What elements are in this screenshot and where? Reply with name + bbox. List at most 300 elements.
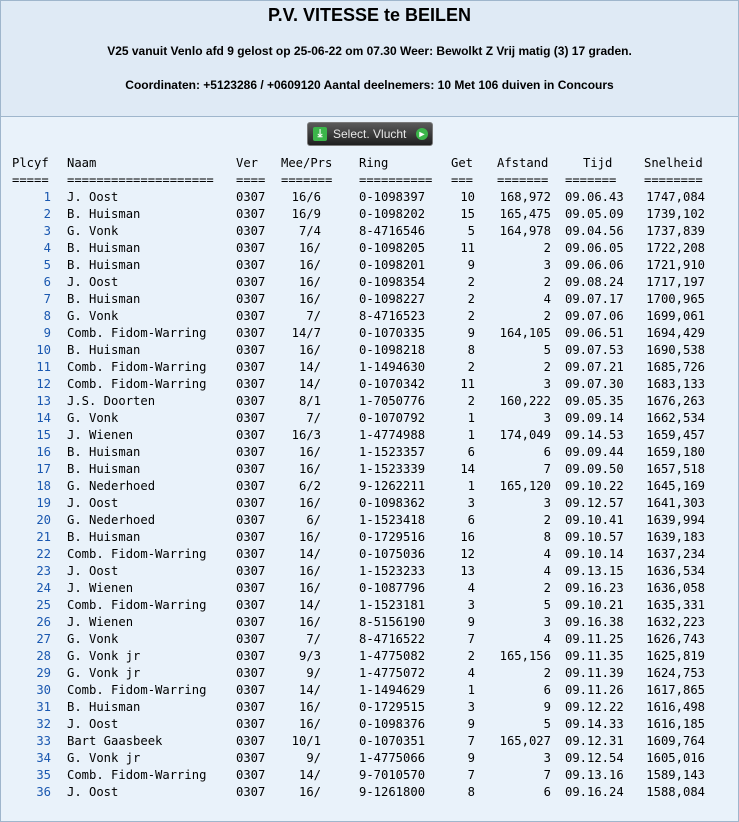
col-afstand: 4 (543, 292, 551, 306)
col-ver: 0307 (236, 615, 266, 629)
col-mee-prs: 6/2 (298, 479, 321, 493)
col-naam: B. Huisman (67, 700, 141, 714)
col-snelheid: 1721,910 (646, 258, 705, 272)
col-get: 1 (467, 411, 475, 425)
col-get: 6 (467, 445, 475, 459)
col-ring: 9-1261800 (359, 785, 426, 799)
col-mee-prs: 7/ (306, 411, 321, 425)
col-get: 9 (467, 326, 475, 340)
col-mee-prs: 14/ (298, 768, 321, 782)
column-header: Ring (359, 156, 389, 170)
col-ring: 9-7010570 (359, 768, 426, 782)
col-snelheid: 1637,234 (646, 547, 705, 561)
col-afstand: 8 (543, 530, 551, 544)
col-naam: J. Oost (67, 564, 119, 578)
col-get: 1 (467, 428, 475, 442)
col-ver: 0307 (236, 207, 266, 221)
col-afstand: 7 (543, 768, 551, 782)
col-plaats[interactable]: 22 (36, 547, 51, 561)
col-naam: Comb. Fidom-Warring (67, 326, 207, 340)
col-tijd: 09.05.09 (565, 207, 624, 221)
col-ver: 0307 (236, 360, 266, 374)
results-header (1, 1, 738, 117)
col-naam: Comb. Fidom-Warring (67, 360, 207, 374)
col-tijd: 09.14.33 (565, 717, 624, 731)
select-flight-button[interactable] (307, 122, 433, 146)
col-get: 14 (460, 462, 475, 476)
col-get: 3 (467, 700, 475, 714)
col-ver: 0307 (236, 428, 266, 442)
col-ver: 0307 (236, 326, 266, 340)
col-mee-prs: 14/ (298, 683, 321, 697)
col-ver: 0307 (236, 343, 266, 357)
col-snelheid: 1588,084 (646, 785, 705, 799)
col-snelheid: 1645,169 (646, 479, 705, 493)
col-plaats[interactable]: 7 (43, 292, 51, 306)
col-snelheid: 1625,819 (646, 649, 705, 663)
col-naam: J. Oost (67, 717, 119, 731)
col-tijd: 09.06.05 (565, 241, 624, 255)
col-ring: 0-1098201 (359, 258, 426, 272)
col-get: 4 (467, 581, 475, 595)
column-separator: ========== (359, 173, 433, 187)
col-mee-prs: 16/ (298, 275, 321, 289)
col-snelheid: 1700,965 (646, 292, 705, 306)
col-get: 2 (467, 309, 475, 323)
col-ver: 0307 (236, 717, 266, 731)
col-ver: 0307 (236, 751, 266, 765)
col-plaats[interactable]: 3 (43, 224, 51, 238)
col-naam: J.S. Doorten (67, 394, 156, 408)
column-separator: === (451, 173, 474, 187)
col-ver: 0307 (236, 700, 266, 714)
col-afstand: 2 (543, 513, 551, 527)
col-snelheid: 1676,263 (646, 394, 705, 408)
col-afstand: 165,120 (499, 479, 551, 493)
col-snelheid: 1639,183 (646, 530, 705, 544)
col-ver: 0307 (236, 462, 266, 476)
col-ring: 0-1098362 (359, 496, 426, 510)
col-afstand: 164,105 (499, 326, 551, 340)
col-afstand: 5 (543, 343, 551, 357)
col-ring: 0-1098227 (359, 292, 426, 306)
col-tijd: 09.09.14 (565, 411, 624, 425)
col-tijd: 09.16.23 (565, 581, 624, 595)
col-get: 2 (467, 394, 475, 408)
col-tijd: 09.09.50 (565, 462, 624, 476)
page-title: P.V. VITESSE te BEILEN (267, 5, 472, 25)
col-tijd: 09.05.35 (565, 394, 624, 408)
col-plaats[interactable]: 36 (36, 785, 51, 799)
col-snelheid: 1717,197 (646, 275, 705, 289)
col-get: 1 (467, 479, 475, 493)
col-get: 3 (467, 598, 475, 612)
col-snelheid: 1641,303 (646, 496, 705, 510)
col-mee-prs: 7/ (306, 632, 321, 646)
col-plaats[interactable]: 21 (36, 530, 51, 544)
col-ver: 0307 (236, 632, 266, 646)
col-ring: 1-4775082 (359, 649, 426, 663)
col-tijd: 09.10.21 (565, 598, 624, 612)
col-afstand: 168,972 (499, 190, 551, 204)
col-snelheid: 1737,839 (646, 224, 705, 238)
col-ver: 0307 (236, 666, 266, 680)
col-naam: Comb. Fidom-Warring (67, 768, 207, 782)
col-ring: 1-1494629 (359, 683, 426, 697)
col-ring: 1-1523357 (359, 445, 426, 459)
col-mee-prs: 16/ (298, 343, 321, 357)
col-ver: 0307 (236, 496, 266, 510)
col-get: 9 (467, 717, 475, 731)
col-plaats[interactable]: 31 (36, 700, 51, 714)
col-plaats[interactable]: 32 (36, 717, 51, 731)
col-ring: 0-1729516 (359, 530, 426, 544)
col-tijd: 09.07.30 (565, 377, 624, 391)
col-snelheid: 1685,726 (646, 360, 705, 374)
col-ring: 0-1070351 (359, 734, 426, 748)
col-get: 11 (460, 377, 475, 391)
col-plaats[interactable]: 10 (36, 343, 51, 357)
col-afstand: 3 (543, 615, 551, 629)
col-ver: 0307 (236, 734, 266, 748)
col-mee-prs: 16/6 (291, 190, 321, 204)
col-naam: G. Vonk (67, 309, 119, 323)
col-ver: 0307 (236, 241, 266, 255)
col-afstand: 3 (543, 377, 551, 391)
col-ring: 9-1262211 (359, 479, 426, 493)
col-get: 8 (467, 785, 475, 799)
col-naam: J. Oost (67, 496, 119, 510)
col-get: 11 (460, 241, 475, 255)
col-naam: B. Huisman (67, 530, 141, 544)
col-plaats[interactable]: 33 (36, 734, 51, 748)
col-get: 9 (467, 615, 475, 629)
col-plaats[interactable]: 30 (36, 683, 51, 697)
col-mee-prs: 14/ (298, 360, 321, 374)
col-tijd: 09.12.22 (565, 700, 624, 714)
col-ring: 0-1098218 (359, 343, 426, 357)
col-ver: 0307 (236, 411, 266, 425)
col-plaats[interactable]: 13 (36, 394, 51, 408)
col-ver: 0307 (236, 530, 266, 544)
col-ver: 0307 (236, 292, 266, 306)
col-mee-prs: 16/ (298, 445, 321, 459)
col-snelheid: 1699,061 (646, 309, 705, 323)
col-mee-prs: 9/ (306, 666, 321, 680)
column-separator: ======= (565, 173, 617, 187)
col-afstand: 2 (543, 309, 551, 323)
col-ring: 1-4774988 (359, 428, 426, 442)
col-afstand: 2 (543, 666, 551, 680)
col-mee-prs: 16/ (298, 615, 321, 629)
col-ver: 0307 (236, 683, 266, 697)
col-snelheid: 1635,331 (646, 598, 705, 612)
col-naam: J. Oost (67, 785, 119, 799)
col-get: 2 (467, 360, 475, 374)
column-header: Plcyf (12, 156, 49, 170)
col-naam: B. Huisman (67, 343, 141, 357)
col-plaats[interactable]: 26 (36, 615, 51, 629)
col-get: 10 (460, 190, 475, 204)
col-naam: Comb. Fidom-Warring (67, 683, 207, 697)
col-plaats[interactable]: 20 (36, 513, 51, 527)
col-ring: 1-1523181 (359, 598, 426, 612)
col-snelheid: 1616,498 (646, 700, 705, 714)
col-ring: 0-1729515 (359, 700, 426, 714)
col-plaats[interactable]: 28 (36, 649, 51, 663)
col-tijd: 09.14.53 (565, 428, 624, 442)
col-mee-prs: 16/ (298, 530, 321, 544)
col-ver: 0307 (236, 785, 266, 799)
col-plaats[interactable]: 34 (36, 751, 51, 765)
col-naam: J. Wienen (67, 581, 134, 595)
col-get: 8 (467, 343, 475, 357)
col-ring: 1-7050776 (359, 394, 426, 408)
col-snelheid: 1609,764 (646, 734, 705, 748)
col-plaats[interactable]: 16 (36, 445, 51, 459)
col-ring: 1-1523233 (359, 564, 426, 578)
col-afstand: 2 (543, 360, 551, 374)
col-tijd: 09.16.38 (565, 615, 624, 629)
col-ver: 0307 (236, 275, 266, 289)
col-afstand: 3 (543, 496, 551, 510)
col-tijd: 09.06.51 (565, 326, 624, 340)
col-mee-prs: 14/ (298, 547, 321, 561)
col-get: 13 (460, 564, 475, 578)
column-header: Get (451, 156, 474, 170)
col-snelheid: 1747,084 (646, 190, 705, 204)
col-tijd: 09.11.26 (565, 683, 624, 697)
col-tijd: 09.12.54 (565, 751, 624, 765)
col-plaats[interactable]: 35 (36, 768, 51, 782)
col-ver: 0307 (236, 581, 266, 595)
col-naam: Comb. Fidom-Warring (67, 598, 207, 612)
col-naam: J. Wienen (67, 428, 134, 442)
col-ring: 0-1070335 (359, 326, 426, 340)
col-tijd: 09.08.24 (565, 275, 624, 289)
col-ring: 0-1098376 (359, 717, 426, 731)
col-get: 1 (467, 683, 475, 697)
col-snelheid: 1722,208 (646, 241, 705, 255)
col-mee-prs: 16/ (298, 241, 321, 255)
col-afstand: 6 (543, 785, 551, 799)
col-afstand: 5 (543, 598, 551, 612)
col-get: 5 (467, 224, 475, 238)
col-naam: B. Huisman (67, 241, 141, 255)
col-ring: 8-4716546 (359, 224, 426, 238)
col-plaats[interactable]: 1 (43, 190, 51, 204)
col-ring: 8-4716523 (359, 309, 426, 323)
col-snelheid: 1683,133 (646, 377, 705, 391)
col-snelheid: 1589,143 (646, 768, 705, 782)
col-plaats[interactable]: 18 (36, 479, 51, 493)
col-naam: G. Vonk jr (67, 751, 141, 765)
col-plaats[interactable]: 15 (36, 428, 51, 442)
col-tijd: 09.10.41 (565, 513, 624, 527)
column-header: Afstand (497, 156, 549, 170)
col-snelheid: 1616,185 (646, 717, 705, 731)
col-plaats[interactable]: 27 (36, 632, 51, 646)
col-snelheid: 1636,534 (646, 564, 705, 578)
col-ring: 1-4775066 (359, 751, 426, 765)
col-plaats[interactable]: 25 (36, 598, 51, 612)
col-snelheid: 1690,538 (646, 343, 705, 357)
col-plaats[interactable]: 17 (36, 462, 51, 476)
col-mee-prs: 14/ (298, 598, 321, 612)
col-get: 2 (467, 649, 475, 663)
col-naam: G. Vonk jr (67, 666, 141, 680)
column-header: Mee/Prs (281, 156, 333, 170)
col-ver: 0307 (236, 309, 266, 323)
col-get: 2 (467, 275, 475, 289)
col-naam: G. Vonk (67, 224, 119, 238)
col-mee-prs: 7/ (306, 309, 321, 323)
col-plaats[interactable]: 2 (43, 207, 51, 221)
column-separator: ===== (12, 173, 49, 187)
col-ver: 0307 (236, 377, 266, 391)
col-plaats[interactable]: 6 (43, 275, 51, 289)
col-ring: 1-1494630 (359, 360, 426, 374)
col-snelheid: 1605,016 (646, 751, 705, 765)
col-tijd: 09.09.44 (565, 445, 624, 459)
download-icon: ⤓ (313, 127, 327, 141)
col-plaats[interactable]: 19 (36, 496, 51, 510)
col-plaats[interactable]: 23 (36, 564, 51, 578)
col-plaats[interactable]: 14 (36, 411, 51, 425)
column-separator: ==================== (67, 173, 214, 187)
col-ring: 8-4716522 (359, 632, 426, 646)
col-ring: 0-1070792 (359, 411, 426, 425)
col-mee-prs: 16/ (298, 785, 321, 799)
col-afstand: 2 (543, 241, 551, 255)
col-tijd: 09.11.35 (565, 649, 624, 663)
col-mee-prs: 16/ (298, 496, 321, 510)
col-afstand: 4 (543, 547, 551, 561)
col-plaats[interactable]: 24 (36, 581, 51, 595)
col-get: 7 (467, 734, 475, 748)
col-ver: 0307 (236, 258, 266, 272)
col-afstand: 3 (543, 751, 551, 765)
col-ver: 0307 (236, 598, 266, 612)
col-plaats[interactable]: 5 (43, 258, 51, 272)
col-mee-prs: 14/7 (291, 326, 321, 340)
col-snelheid: 1659,457 (646, 428, 705, 442)
col-mee-prs: 16/ (298, 564, 321, 578)
col-tijd: 09.07.17 (565, 292, 624, 306)
col-naam: B. Huisman (67, 207, 141, 221)
col-afstand: 160,222 (499, 394, 551, 408)
col-naam: J. Wienen (67, 615, 134, 629)
column-header: Ver (236, 156, 259, 170)
col-naam: B. Huisman (67, 258, 141, 272)
col-snelheid: 1662,534 (646, 411, 705, 425)
col-mee-prs: 14/ (298, 377, 321, 391)
column-separator: ======= (281, 173, 333, 187)
col-afstand: 6 (543, 445, 551, 459)
col-mee-prs: 6/ (306, 513, 321, 527)
col-plaats[interactable]: 4 (43, 241, 51, 255)
col-afstand: 165,027 (499, 734, 551, 748)
col-ver: 0307 (236, 224, 266, 238)
col-naam: G. Vonk jr (67, 649, 141, 663)
col-naam: B. Huisman (67, 445, 141, 459)
col-tijd: 09.06.06 (565, 258, 624, 272)
col-ring: 8-5156190 (359, 615, 426, 629)
col-ver: 0307 (236, 394, 266, 408)
col-mee-prs: 16/ (298, 581, 321, 595)
col-snelheid: 1632,223 (646, 615, 705, 629)
col-tijd: 09.10.57 (565, 530, 624, 544)
col-tijd: 09.10.14 (565, 547, 624, 561)
col-afstand: 3 (543, 411, 551, 425)
col-plaats[interactable]: 29 (36, 666, 51, 680)
col-plaats[interactable]: 12 (36, 377, 51, 391)
col-mee-prs: 16/ (298, 462, 321, 476)
col-mee-prs: 7/4 (298, 224, 321, 238)
col-plaats[interactable]: 11 (36, 360, 51, 374)
col-ver: 0307 (236, 768, 266, 782)
col-get: 7 (467, 768, 475, 782)
col-tijd: 09.12.31 (565, 734, 624, 748)
col-get: 12 (460, 547, 475, 561)
col-naam: J. Oost (67, 190, 119, 204)
col-snelheid: 1624,753 (646, 666, 705, 680)
col-tijd: 09.13.15 (565, 564, 624, 578)
col-mee-prs: 16/ (298, 717, 321, 731)
col-naam: B. Huisman (67, 292, 141, 306)
col-afstand: 3 (543, 258, 551, 272)
col-mee-prs: 16/ (298, 700, 321, 714)
column-separator: ==== (236, 173, 266, 187)
col-naam: G. Nederhoed (67, 513, 156, 527)
col-plaats[interactable]: 8 (43, 309, 51, 323)
column-header: Naam (67, 156, 97, 170)
arrow-right-icon: ► (417, 129, 427, 139)
column-separator: ======== (644, 173, 703, 187)
col-ring: 0-1075036 (359, 547, 426, 561)
col-mee-prs: 10/1 (291, 734, 321, 748)
col-ring: 0-1070342 (359, 377, 426, 391)
col-ver: 0307 (236, 190, 266, 204)
col-mee-prs: 16/9 (291, 207, 321, 221)
col-ver: 0307 (236, 513, 266, 527)
col-snelheid: 1657,518 (646, 462, 705, 476)
col-get: 2 (467, 292, 475, 306)
col-tijd: 09.16.24 (565, 785, 624, 799)
col-afstand: 165,156 (499, 649, 551, 663)
col-naam: Comb. Fidom-Warring (67, 547, 207, 561)
col-get: 6 (467, 513, 475, 527)
col-naam: Bart Gaasbeek (67, 734, 163, 748)
col-tijd: 09.06.43 (565, 190, 624, 204)
col-plaats[interactable]: 9 (43, 326, 51, 340)
col-ring: 0-1087796 (359, 581, 426, 595)
col-afstand: 2 (543, 581, 551, 595)
col-snelheid: 1739,102 (646, 207, 705, 221)
col-afstand: 7 (543, 462, 551, 476)
col-afstand: 9 (543, 700, 551, 714)
col-get: 3 (467, 496, 475, 510)
col-tijd: 09.10.22 (565, 479, 624, 493)
col-snelheid: 1617,865 (646, 683, 705, 697)
col-tijd: 09.07.53 (565, 343, 624, 357)
col-ring: 0-1098397 (359, 190, 426, 204)
col-afstand: 4 (543, 632, 551, 646)
col-mee-prs: 16/ (298, 292, 321, 306)
col-tijd: 09.11.25 (565, 632, 624, 646)
col-naam: G. Vonk (67, 632, 119, 646)
col-snelheid: 1626,743 (646, 632, 705, 646)
